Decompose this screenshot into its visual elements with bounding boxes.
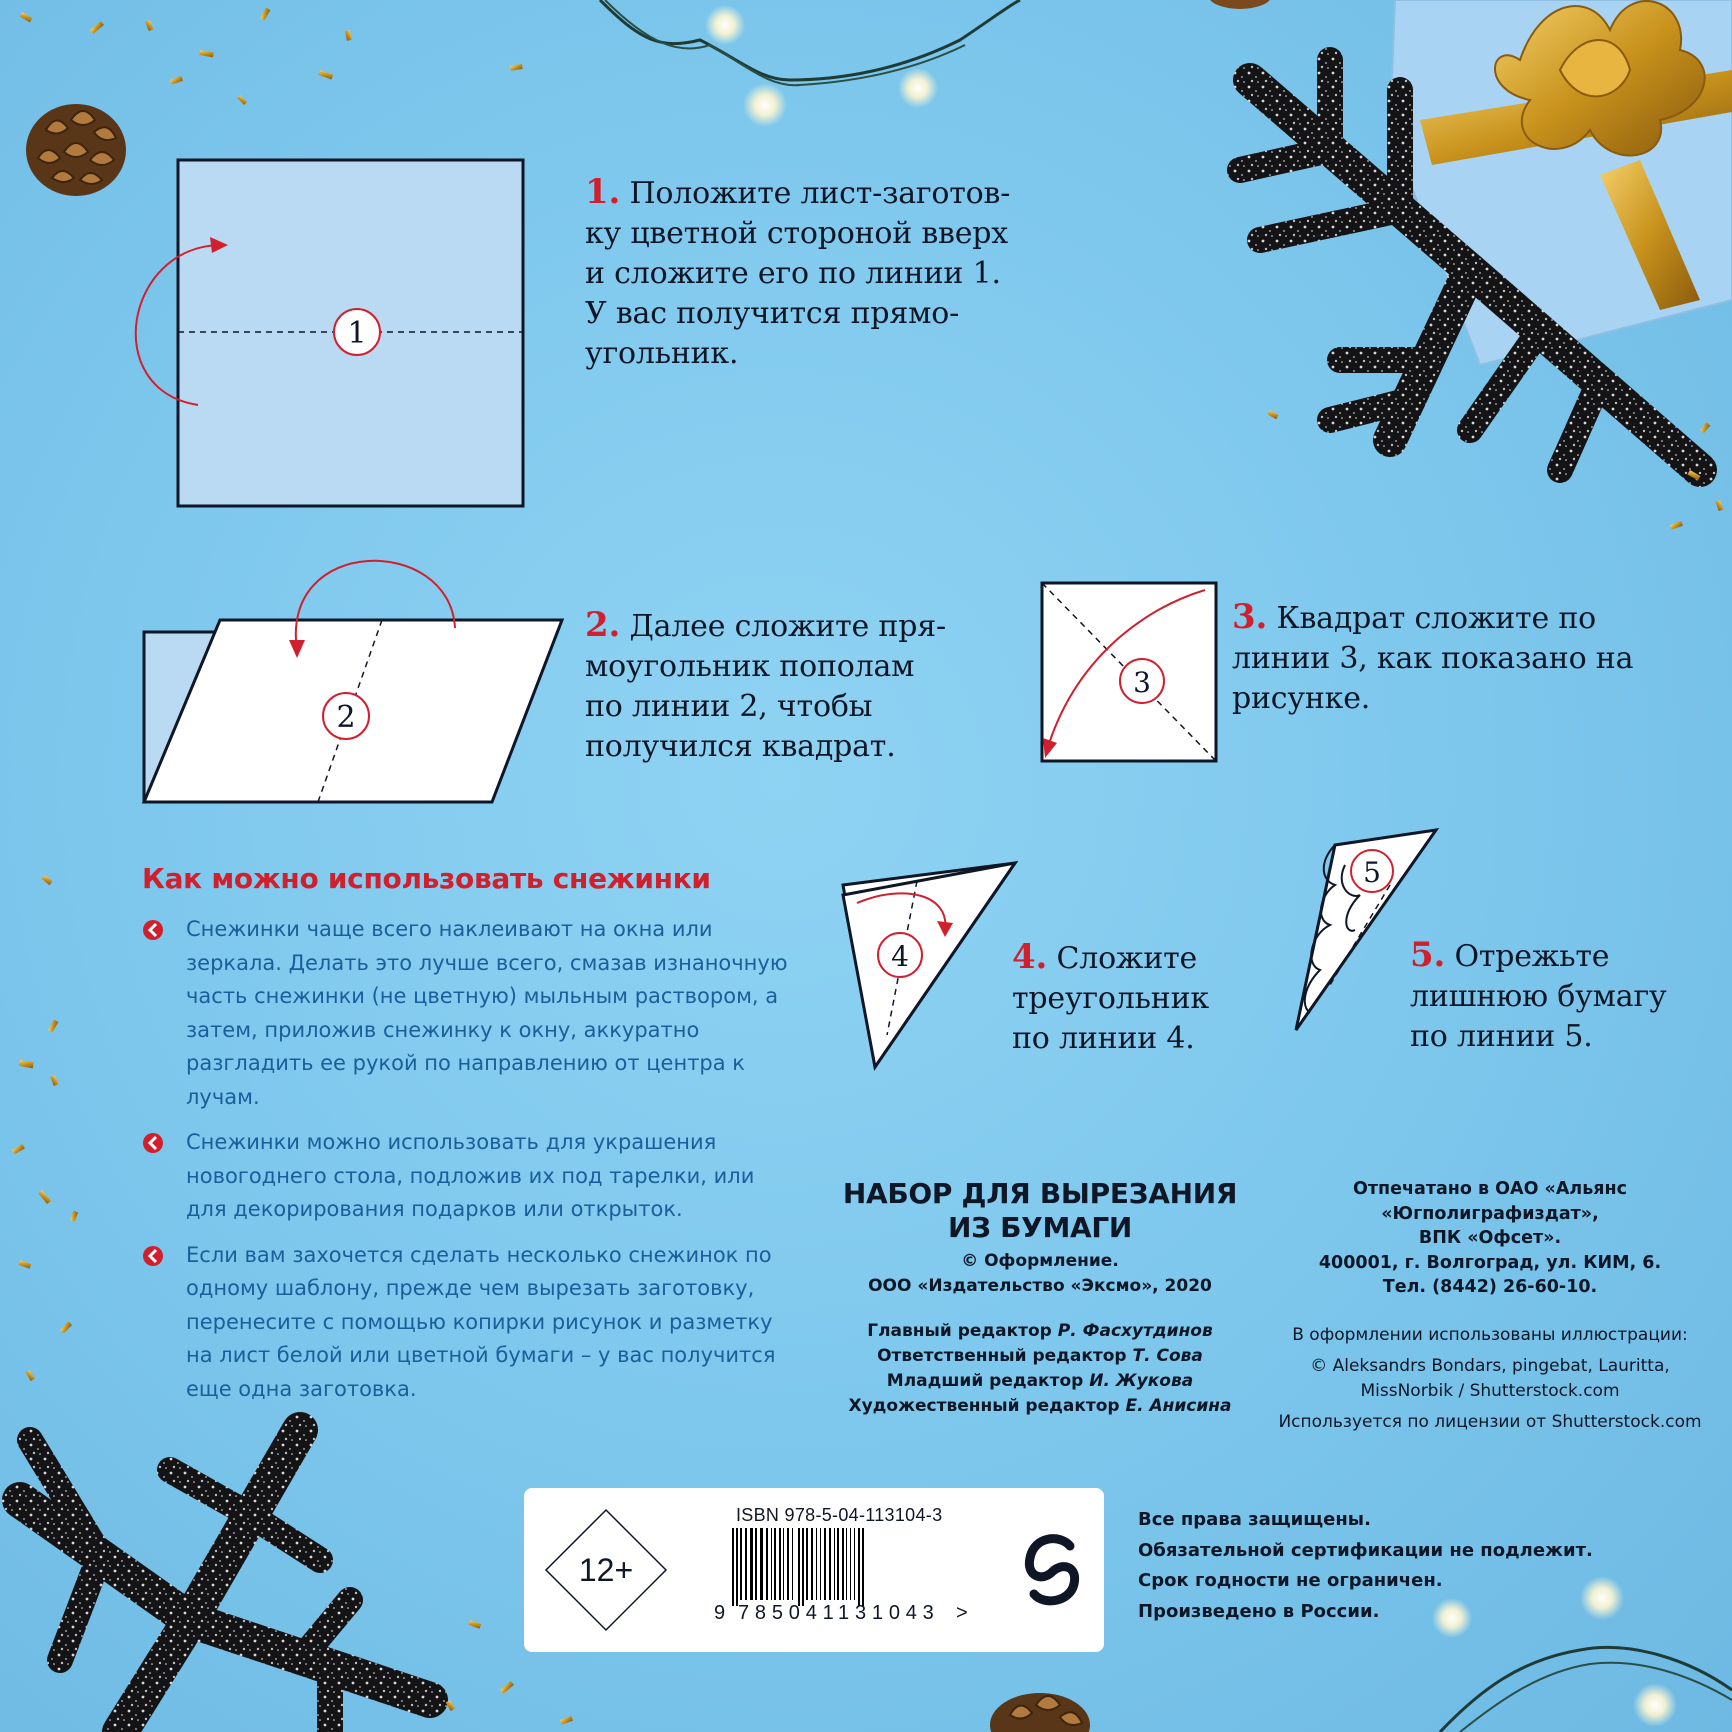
copyright-line-1: © Оформление.	[961, 1251, 1119, 1271]
barcode-bar	[816, 1528, 817, 1600]
usage-item	[142, 1126, 792, 1227]
step-2-diagram	[130, 550, 570, 820]
barcode-bar	[760, 1528, 763, 1600]
credits-line: © Aleksandrs Bondars, pingebat, Lauritta,	[1310, 1356, 1670, 1376]
triangle-sheet	[843, 863, 1015, 1067]
pine-cone-bottom	[990, 1693, 1090, 1732]
isbn-number: ISBN 978-5-04-113104-3	[736, 1505, 943, 1525]
editor-line: Ответственный редактор Т. Сова	[877, 1346, 1203, 1366]
barcode-bar	[824, 1528, 826, 1600]
line-marker-3-label: 3	[1133, 666, 1151, 699]
ean-first-digit: 9	[714, 1602, 731, 1624]
barcode-bar	[779, 1528, 781, 1600]
step-1-body: Положите лист-заготов- ку цветной стороной вверх и сложите его по линии 1. У вас получится прямо- угольник.	[585, 176, 1011, 371]
step-4-number: 4.	[1012, 937, 1048, 977]
barcode-bar	[837, 1528, 839, 1600]
usage-item-text: Снежинки чаще всего наклеивают на окна или зеркала. Делать это лучше всего, смазав изнаночную часть снежинки (не цветную) мыльным раствором, а затем, приложив снежинку к окну, аккуратно разгладить ее рукой по направлению от центра к лучам.	[186, 917, 788, 1109]
step-5-text	[1410, 935, 1710, 1057]
illustration-credits	[1270, 1323, 1710, 1435]
barcode-bar	[792, 1528, 793, 1600]
usage-item	[142, 913, 792, 1114]
barcode-bar	[850, 1528, 851, 1600]
barcode-bar	[829, 1528, 831, 1600]
usage-title: Как можно использовать снежинки	[142, 862, 711, 895]
ean-digits: 785041131043	[738, 1602, 940, 1624]
string-lights-top	[600, 0, 1020, 127]
barcode-bar	[811, 1528, 813, 1600]
publisher-logo-icon	[1022, 1532, 1082, 1610]
printer-line: «Югполиграфиздат»,	[1381, 1203, 1599, 1224]
line-marker-4-label: 4	[891, 940, 909, 973]
barcode-bar	[771, 1528, 772, 1600]
usage-list	[142, 913, 792, 1406]
step-2-body: Далее сложите пря- моугольник пополам по линии 2, чтобы получился квадрат.	[585, 609, 946, 764]
step-5-body: Отрежьте лишнюю бумагу по линии 5.	[1410, 939, 1667, 1054]
imprint-block	[820, 1177, 1260, 1419]
credits-line: Используется по лицензии от Shutterstock.com	[1278, 1412, 1702, 1432]
barcode-bar	[766, 1528, 768, 1600]
step-1-diagram	[120, 150, 540, 520]
step-4-diagram	[835, 855, 1025, 1075]
credits-line: MissNorbik / Shutterstock.com	[1360, 1381, 1620, 1401]
editor-line: Главный редактор Р. Фасхутдинов	[867, 1321, 1213, 1341]
barcode-bar	[806, 1528, 808, 1600]
printer-line: Тел. (8442) 26-60-10.	[1382, 1277, 1598, 1297]
editors-list	[820, 1319, 1260, 1419]
barcode-card	[524, 1488, 1104, 1652]
credits-line: В оформлении использованы иллюстрации:	[1292, 1325, 1688, 1345]
editor-line: Художественный редактор Е. Анисина	[848, 1396, 1232, 1416]
barcode-bar	[736, 1528, 738, 1606]
step-3-number: 3.	[1232, 597, 1268, 637]
legal-line: Обязательной сертификации не подлежит.	[1138, 1539, 1593, 1561]
barcode-bar	[750, 1528, 753, 1600]
product-title-line-1: НАБОР ДЛЯ ВЫРЕЗАНИЯ	[842, 1177, 1238, 1210]
barcode-bar	[846, 1528, 847, 1600]
age-rating-badge	[544, 1508, 668, 1632]
legal-line: Все права защищены.	[1138, 1509, 1371, 1530]
usage-item	[142, 1239, 792, 1407]
barcode-bar	[783, 1528, 784, 1600]
legal-notices	[1138, 1505, 1698, 1627]
usage-item-text: Снежинки можно использовать для украшения новогоднего стола, подложив их под тарелки, или для декорирования подарков или открыток.	[186, 1130, 755, 1221]
bullet-chevron-icon	[142, 1245, 168, 1267]
line-marker-1-label: 1	[347, 316, 367, 351]
barcode-bar	[834, 1528, 835, 1600]
barcode-bar	[858, 1528, 860, 1606]
step-2-text	[585, 605, 1005, 767]
barcode-bar	[755, 1528, 757, 1600]
barcode-bar	[787, 1528, 789, 1600]
step-3-body: Квадрат сложите по линии 3, как показано на рисунке.	[1232, 601, 1634, 716]
line-marker-5-label: 5	[1363, 856, 1381, 889]
step-2-number: 2.	[585, 605, 621, 645]
barcode-bar	[745, 1528, 747, 1600]
step-5-number: 5.	[1410, 935, 1446, 975]
barcode-bar	[802, 1528, 804, 1606]
pine-cone-top-left	[26, 104, 126, 196]
step-1-text	[585, 172, 1025, 374]
copyright-line-2: ООО «Издательство «Эксмо», 2020	[868, 1276, 1212, 1296]
printer-line: ВПК «Офсет».	[1418, 1228, 1562, 1248]
legal-line: Произведено в России.	[1138, 1600, 1380, 1622]
age-rating-label: 12+	[578, 1552, 634, 1588]
printer-line: Отпечатано в ОАО «Альянс	[1353, 1179, 1627, 1199]
barcode-bar	[854, 1528, 855, 1600]
step-3-diagram	[1035, 578, 1225, 768]
barcode-bar	[842, 1528, 844, 1600]
barcode-bar	[732, 1528, 734, 1606]
legal-line: Срок годности не ограничен.	[1138, 1570, 1443, 1591]
pine-cone-top-right	[1208, 0, 1272, 9]
ean-quiet-marker: >	[956, 1602, 974, 1624]
barcode-bar	[740, 1528, 742, 1600]
editor-line: Младший редактор И. Жукова	[886, 1371, 1194, 1391]
bullet-chevron-icon	[142, 919, 168, 941]
line-marker-2-label: 2	[336, 700, 356, 735]
black-glitter-snowflake-bottom	[20, 1430, 430, 1732]
usage-item-text: Если вам захочется сделать несколько снежинок по одному шаблону, прежде чем вырезать заготовку, перенесите с помощью копирки рисунок и разметку на лист белой или цветной бумаги – у вас получится еще одна заготовка.	[186, 1242, 776, 1401]
bullet-chevron-icon	[142, 1132, 168, 1154]
step-1-number: 1.	[585, 172, 621, 212]
barcode-bars	[732, 1528, 932, 1606]
step-4-text	[1012, 937, 1252, 1059]
barcode-bar	[862, 1528, 864, 1606]
barcode-bar	[820, 1528, 821, 1600]
barcode-bar	[798, 1528, 800, 1606]
step-3-text	[1232, 597, 1672, 719]
printer-line: 400001, г. Волгоград, ул. КИМ, 6.	[1318, 1252, 1662, 1273]
usage-section	[142, 862, 792, 1418]
barcode-bar	[774, 1528, 776, 1600]
product-title-line-2: ИЗ БУМАГИ	[947, 1211, 1133, 1244]
printer-info	[1280, 1177, 1700, 1300]
step-4-body: Сложите треугольник по линии 4.	[1012, 941, 1209, 1056]
